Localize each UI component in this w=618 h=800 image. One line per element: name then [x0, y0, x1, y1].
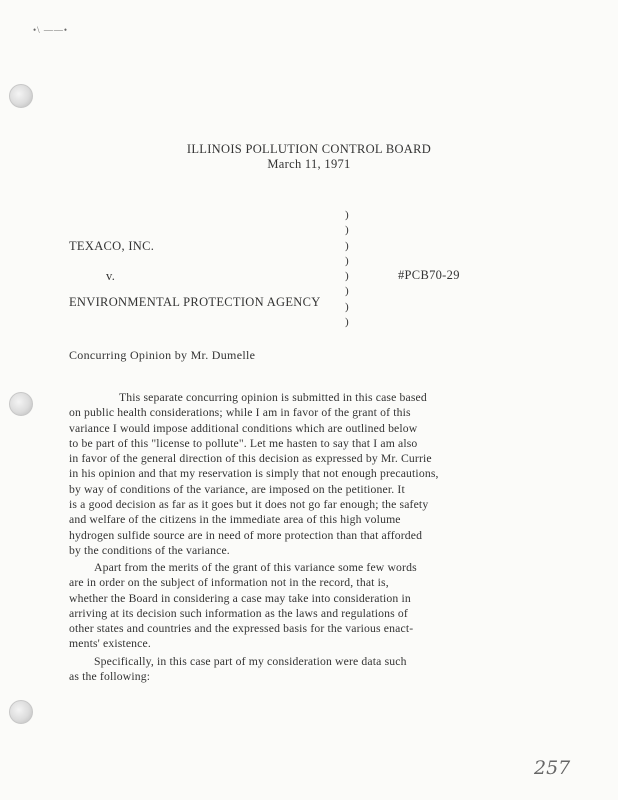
paragraph-line: Specifically, in this case part of my consideration were data such — [94, 655, 407, 668]
punch-hole-top — [9, 84, 33, 108]
paragraph-line: on public health considerations; while I am in favor of the grant of this — [69, 406, 411, 420]
versus-label: v. — [106, 269, 116, 283]
paragraph-line: hydrogen sulfide source are in need of more protection than that afforded — [69, 528, 423, 542]
scan-mark: •\ ——• — [33, 25, 69, 35]
caption-paren: ) — [345, 239, 349, 252]
paragraph-line: variance I would impose additional conditions which are outlined below — [69, 421, 418, 435]
board-title: ILLINOIS POLLUTION CONTROL BOARD — [186, 142, 432, 156]
opinion-title: Concurring Opinion by Mr. Dumelle — [69, 348, 256, 362]
caption-paren: ) — [345, 270, 349, 283]
caption-paren: ) — [345, 285, 349, 298]
caption-parentheses — [345, 208, 355, 330]
paragraph-line: whether the Board in considering a case may take into consideration in — [69, 591, 411, 605]
respondent-name: ENVIRONMENTAL PROTECTION AGENCY — [69, 295, 321, 309]
paragraph-line: and welfare of the citizens in the immediate area of this high volume — [69, 513, 401, 527]
caption-paren: ) — [345, 300, 349, 313]
caption-paren: ) — [345, 224, 349, 237]
paragraph-line: as the following: — [69, 670, 151, 684]
paragraph-line: This separate concurring opinion is submitted in this case based — [119, 391, 427, 404]
case-number: #PCB70-29 — [398, 268, 460, 282]
caption-paren: ) — [345, 209, 349, 221]
paragraph-3 — [69, 654, 539, 685]
paragraph-line: by the conditions of the variance. — [69, 543, 230, 557]
punch-hole-middle — [9, 392, 33, 416]
paragraph-line: in his opinion and that my reservation is simply that not enough precautions, — [69, 467, 439, 481]
paragraph-2 — [69, 560, 539, 652]
paragraph-line: is a good decision as far as it goes but it does not go far enough; the safety — [69, 498, 429, 512]
punch-hole-bottom — [9, 700, 33, 724]
caption-paren: ) — [345, 254, 349, 267]
paragraph-line: by way of conditions of the variance, are imposed on the petitioner. It — [69, 482, 405, 496]
caption-paren: ) — [345, 316, 349, 329]
paragraph-line: arriving at its decision such information as the laws and regulations of — [69, 606, 408, 620]
paragraph-line: other states and countries and the expressed basis for the various enact- — [69, 622, 414, 636]
paragraph-line: Apart from the merits of the grant of this variance some few words — [94, 561, 417, 574]
handwritten-page-number: 257 — [534, 757, 571, 779]
petitioner-name: TEXACO, INC. — [69, 239, 155, 253]
paragraph-line: ments' existence. — [69, 637, 151, 651]
paragraph-line: are in order on the subject of information not in the record, that is, — [69, 576, 389, 590]
decision-date: March 11, 1971 — [267, 157, 351, 171]
paragraph-line: to be part of this "license to pollute". Let me hasten to say that I am also — [69, 436, 418, 450]
paragraph-line: in favor of the general direction of this decision as expressed by Mr. Currie — [69, 452, 432, 466]
paragraph-1 — [69, 390, 539, 558]
